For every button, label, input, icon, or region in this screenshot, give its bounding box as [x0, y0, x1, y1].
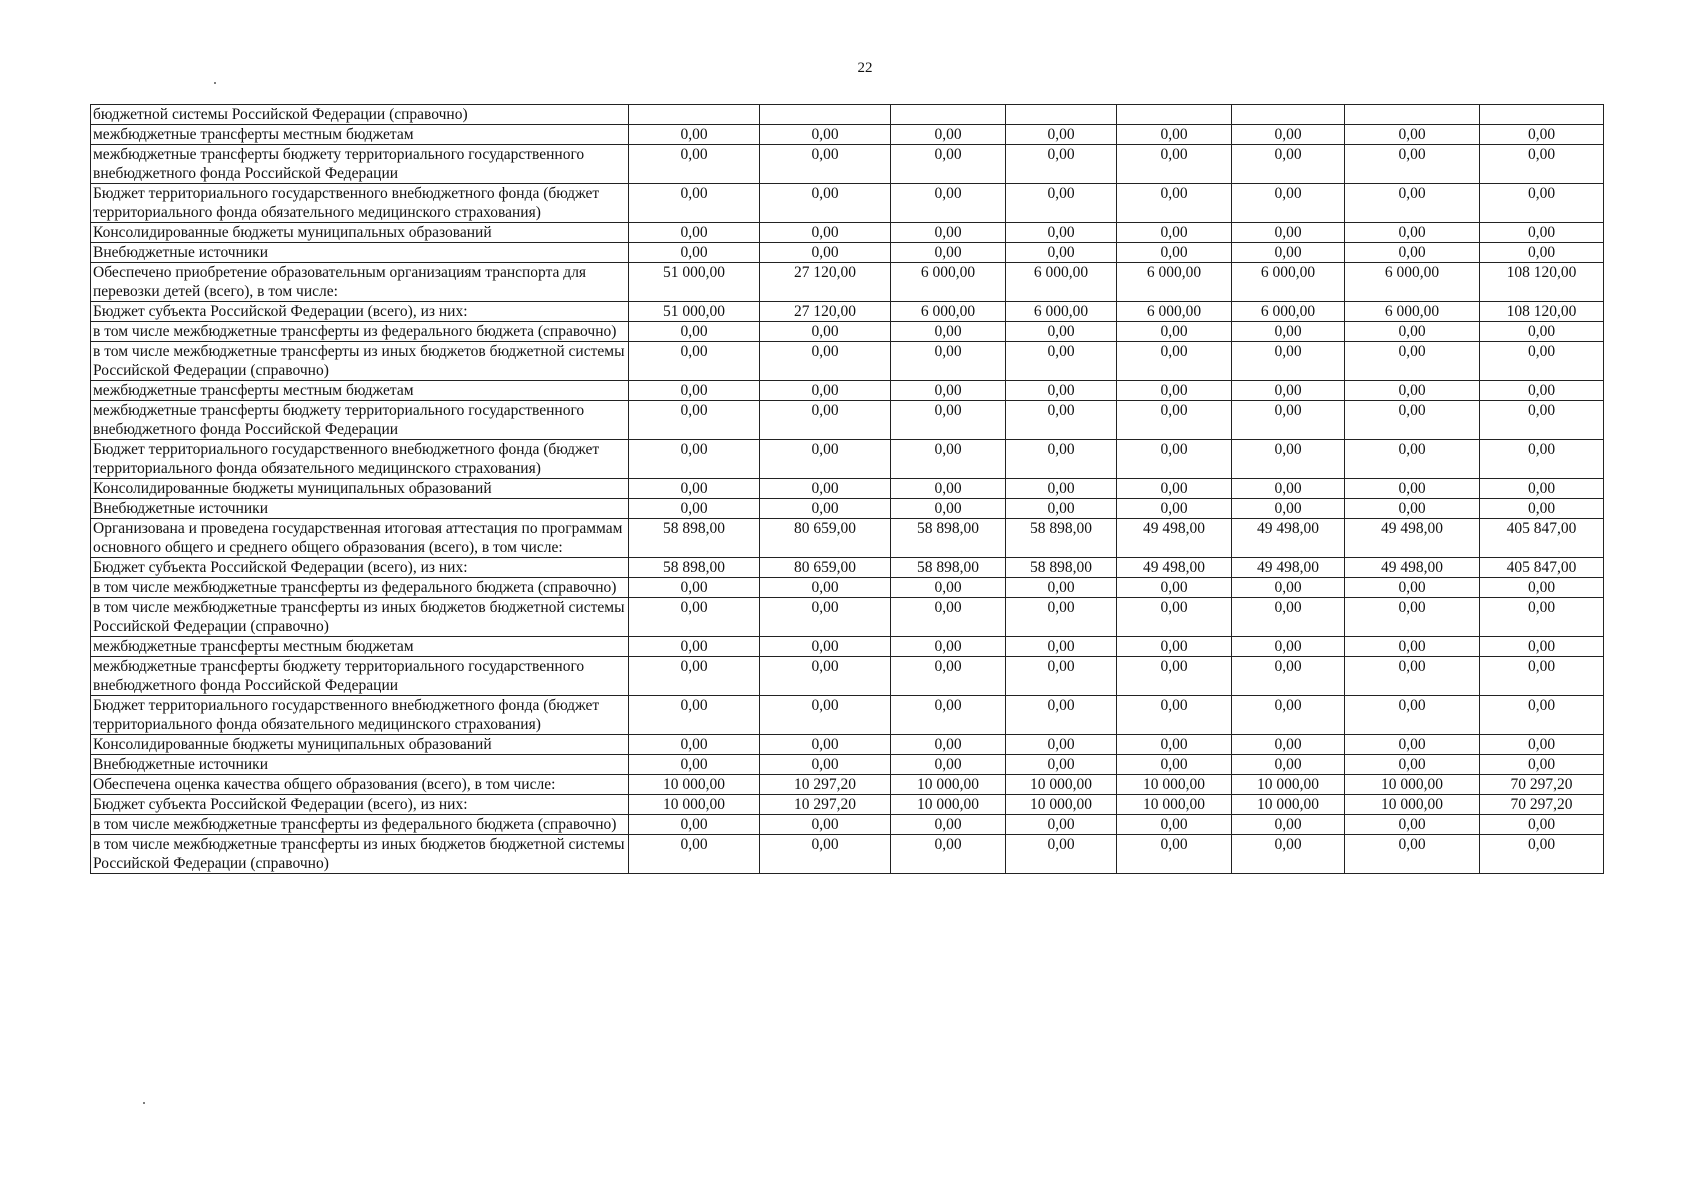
- value-cell: 0,00: [1480, 184, 1604, 223]
- value-cell: 49 498,00: [1345, 558, 1480, 578]
- value-cell: 0,00: [1117, 184, 1232, 223]
- value-cell: 6 000,00: [1345, 302, 1480, 322]
- table-row: [91, 322, 1604, 342]
- value-cell: 0,00: [1117, 499, 1232, 519]
- row-label: Консолидированные бюджеты муниципальных образований: [91, 223, 629, 243]
- value-cell: 0,00: [891, 479, 1006, 499]
- value-cell: 58 898,00: [891, 558, 1006, 578]
- value-cell: 0,00: [891, 637, 1006, 657]
- row-label: в том числе межбюджетные трансферты из федерального бюджета (справочно): [91, 578, 629, 598]
- value-cell: 0,00: [1006, 499, 1117, 519]
- value-cell: 0,00: [1345, 637, 1480, 657]
- row-label: Внебюджетные источники: [91, 755, 629, 775]
- table-row: [91, 125, 1604, 145]
- value-cell: 0,00: [1480, 637, 1604, 657]
- value-cell: 70 297,20: [1480, 795, 1604, 815]
- table-row: [91, 835, 1604, 874]
- value-cell: 0,00: [1232, 755, 1345, 775]
- value-cell: [1480, 105, 1604, 125]
- value-cell: 49 498,00: [1117, 558, 1232, 578]
- value-cell: 0,00: [891, 401, 1006, 440]
- value-cell: 0,00: [1117, 125, 1232, 145]
- value-cell: 0,00: [1006, 815, 1117, 835]
- table-row: [91, 657, 1604, 696]
- value-cell: [629, 105, 760, 125]
- value-cell: 0,00: [1480, 499, 1604, 519]
- row-label: бюджетной системы Российской Федерации (справочно): [91, 105, 629, 125]
- value-cell: 0,00: [891, 145, 1006, 184]
- value-cell: 0,00: [1480, 342, 1604, 381]
- table-row: [91, 775, 1604, 795]
- value-cell: 0,00: [1480, 440, 1604, 479]
- value-cell: 0,00: [629, 637, 760, 657]
- value-cell: 70 297,20: [1480, 775, 1604, 795]
- value-cell: 0,00: [1117, 696, 1232, 735]
- value-cell: 0,00: [1117, 479, 1232, 499]
- value-cell: 0,00: [629, 578, 760, 598]
- value-cell: 6 000,00: [1345, 263, 1480, 302]
- value-cell: 0,00: [629, 755, 760, 775]
- value-cell: 0,00: [629, 440, 760, 479]
- value-cell: 0,00: [891, 696, 1006, 735]
- value-cell: 0,00: [1232, 735, 1345, 755]
- value-cell: 0,00: [1006, 243, 1117, 263]
- value-cell: [1006, 105, 1117, 125]
- value-cell: 0,00: [1117, 381, 1232, 401]
- value-cell: 6 000,00: [891, 302, 1006, 322]
- value-cell: 0,00: [1345, 735, 1480, 755]
- value-cell: 0,00: [629, 696, 760, 735]
- value-cell: 0,00: [1117, 598, 1232, 637]
- value-cell: 58 898,00: [629, 558, 760, 578]
- page-number: 22: [857, 60, 873, 76]
- value-cell: 6 000,00: [891, 263, 1006, 302]
- value-cell: 10 000,00: [1006, 795, 1117, 815]
- value-cell: 0,00: [1480, 696, 1604, 735]
- row-label: Бюджет субъекта Российской Федерации (всего), из них:: [91, 558, 629, 578]
- row-label: Бюджет территориального государственного внебюджетного фонда (бюджет территориального фонда обязательного медицинского страхования): [91, 440, 629, 479]
- value-cell: 0,00: [1480, 735, 1604, 755]
- table-row: [91, 499, 1604, 519]
- value-cell: 0,00: [1117, 657, 1232, 696]
- value-cell: 0,00: [891, 125, 1006, 145]
- value-cell: 0,00: [1117, 835, 1232, 874]
- value-cell: 405 847,00: [1480, 519, 1604, 558]
- value-cell: 0,00: [1480, 815, 1604, 835]
- row-label: межбюджетные трансферты бюджету территориального государственного внебюджетного фонда Российской Федерации: [91, 657, 629, 696]
- value-cell: 49 498,00: [1232, 558, 1345, 578]
- table-row: [91, 696, 1604, 735]
- value-cell: 0,00: [1006, 184, 1117, 223]
- value-cell: 58 898,00: [629, 519, 760, 558]
- table-row: [91, 223, 1604, 243]
- row-label: Бюджет субъекта Российской Федерации (всего), из них:: [91, 302, 629, 322]
- row-label: Организована и проведена государственная итоговая аттестация по программам основного общего и среднего общего образования (всего), в том числе:: [91, 519, 629, 558]
- value-cell: 0,00: [891, 657, 1006, 696]
- value-cell: 0,00: [760, 637, 891, 657]
- value-cell: 0,00: [629, 835, 760, 874]
- value-cell: 0,00: [1117, 755, 1232, 775]
- value-cell: 0,00: [1117, 637, 1232, 657]
- value-cell: 49 498,00: [1232, 519, 1345, 558]
- row-label: Обеспечено приобретение образовательным организациям транспорта для перевозки детей (всего), в том числе:: [91, 263, 629, 302]
- value-cell: 0,00: [629, 322, 760, 342]
- value-cell: 0,00: [1006, 401, 1117, 440]
- value-cell: 0,00: [1345, 835, 1480, 874]
- value-cell: 6 000,00: [1232, 263, 1345, 302]
- value-cell: 0,00: [1117, 578, 1232, 598]
- value-cell: 0,00: [1232, 145, 1345, 184]
- table-row: [91, 598, 1604, 637]
- value-cell: 10 000,00: [1117, 775, 1232, 795]
- value-cell: 0,00: [891, 440, 1006, 479]
- value-cell: 0,00: [1006, 125, 1117, 145]
- value-cell: 58 898,00: [1006, 558, 1117, 578]
- value-cell: 0,00: [629, 479, 760, 499]
- row-label: Бюджет субъекта Российской Федерации (всего), из них:: [91, 795, 629, 815]
- value-cell: 0,00: [760, 322, 891, 342]
- table-row: [91, 342, 1604, 381]
- value-cell: 0,00: [1232, 835, 1345, 874]
- value-cell: 0,00: [891, 835, 1006, 874]
- table-row: [91, 401, 1604, 440]
- value-cell: 49 498,00: [1345, 519, 1480, 558]
- value-cell: 0,00: [760, 479, 891, 499]
- value-cell: 0,00: [1232, 815, 1345, 835]
- value-cell: 0,00: [1345, 401, 1480, 440]
- value-cell: 108 120,00: [1480, 263, 1604, 302]
- value-cell: 0,00: [760, 578, 891, 598]
- value-cell: 0,00: [760, 755, 891, 775]
- budget-table: [90, 104, 1604, 874]
- row-label: межбюджетные трансферты бюджету территориального государственного внебюджетного фонда Российской Федерации: [91, 401, 629, 440]
- value-cell: 10 297,20: [760, 775, 891, 795]
- value-cell: 0,00: [1345, 223, 1480, 243]
- value-cell: 58 898,00: [891, 519, 1006, 558]
- row-label: в том числе межбюджетные трансферты из федерального бюджета (справочно): [91, 322, 629, 342]
- value-cell: 80 659,00: [760, 558, 891, 578]
- value-cell: 0,00: [1232, 499, 1345, 519]
- value-cell: 0,00: [760, 184, 891, 223]
- value-cell: 0,00: [1006, 578, 1117, 598]
- value-cell: 0,00: [891, 499, 1006, 519]
- value-cell: 0,00: [1232, 322, 1345, 342]
- value-cell: 10 000,00: [1117, 795, 1232, 815]
- value-cell: 6 000,00: [1117, 263, 1232, 302]
- value-cell: 6 000,00: [1232, 302, 1345, 322]
- value-cell: 0,00: [1232, 125, 1345, 145]
- row-label: в том числе межбюджетные трансферты из иных бюджетов бюджетной системы Российской Федерации (справочно): [91, 598, 629, 637]
- value-cell: 0,00: [1480, 479, 1604, 499]
- value-cell: 0,00: [1232, 578, 1345, 598]
- value-cell: 0,00: [1232, 657, 1345, 696]
- value-cell: 0,00: [629, 223, 760, 243]
- value-cell: 0,00: [1345, 578, 1480, 598]
- value-cell: 27 120,00: [760, 263, 891, 302]
- value-cell: 0,00: [760, 401, 891, 440]
- value-cell: 0,00: [891, 381, 1006, 401]
- value-cell: 51 000,00: [629, 263, 760, 302]
- value-cell: 0,00: [1480, 381, 1604, 401]
- row-label: в том числе межбюджетные трансферты из иных бюджетов бюджетной системы Российской Федерации (справочно): [91, 342, 629, 381]
- table-row: [91, 735, 1604, 755]
- value-cell: 0,00: [1232, 598, 1345, 637]
- value-cell: 0,00: [760, 835, 891, 874]
- value-cell: 0,00: [1006, 322, 1117, 342]
- value-cell: 10 000,00: [891, 795, 1006, 815]
- table-row: [91, 184, 1604, 223]
- row-label: Консолидированные бюджеты муниципальных образований: [91, 735, 629, 755]
- value-cell: 6 000,00: [1117, 302, 1232, 322]
- value-cell: [1232, 105, 1345, 125]
- value-cell: 0,00: [1345, 145, 1480, 184]
- value-cell: 0,00: [891, 598, 1006, 637]
- value-cell: 0,00: [1117, 342, 1232, 381]
- value-cell: 0,00: [1345, 440, 1480, 479]
- value-cell: 0,00: [760, 381, 891, 401]
- value-cell: 0,00: [1232, 637, 1345, 657]
- value-cell: 0,00: [1480, 578, 1604, 598]
- value-cell: 0,00: [891, 184, 1006, 223]
- value-cell: 10 000,00: [629, 775, 760, 795]
- value-cell: 10 000,00: [1345, 775, 1480, 795]
- scan-speck: [143, 1102, 145, 1104]
- value-cell: 0,00: [1480, 598, 1604, 637]
- row-label: межбюджетные трансферты бюджету территориального государственного внебюджетного фонда Российской Федерации: [91, 145, 629, 184]
- value-cell: 0,00: [629, 598, 760, 637]
- value-cell: 0,00: [1480, 835, 1604, 874]
- value-cell: 0,00: [1117, 401, 1232, 440]
- row-label: межбюджетные трансферты местным бюджетам: [91, 381, 629, 401]
- value-cell: 0,00: [1006, 145, 1117, 184]
- value-cell: 108 120,00: [1480, 302, 1604, 322]
- value-cell: 0,00: [1006, 755, 1117, 775]
- row-label: межбюджетные трансферты местным бюджетам: [91, 125, 629, 145]
- value-cell: 0,00: [629, 145, 760, 184]
- table-row: [91, 440, 1604, 479]
- value-cell: 0,00: [1345, 499, 1480, 519]
- value-cell: [760, 105, 891, 125]
- value-cell: 0,00: [1117, 440, 1232, 479]
- value-cell: 0,00: [891, 342, 1006, 381]
- row-label: Бюджет территориального государственного внебюджетного фонда (бюджет территориального фонда обязательного медицинского страхования): [91, 184, 629, 223]
- table-row: [91, 243, 1604, 263]
- value-cell: 80 659,00: [760, 519, 891, 558]
- value-cell: 10 000,00: [1232, 795, 1345, 815]
- value-cell: 0,00: [1480, 657, 1604, 696]
- value-cell: 0,00: [760, 657, 891, 696]
- value-cell: 0,00: [629, 243, 760, 263]
- table-row: [91, 795, 1604, 815]
- value-cell: 0,00: [1480, 401, 1604, 440]
- value-cell: 0,00: [1006, 696, 1117, 735]
- value-cell: 0,00: [760, 815, 891, 835]
- value-cell: 0,00: [1345, 184, 1480, 223]
- value-cell: 0,00: [891, 755, 1006, 775]
- value-cell: 0,00: [1006, 835, 1117, 874]
- value-cell: 0,00: [1345, 755, 1480, 775]
- value-cell: 0,00: [760, 243, 891, 263]
- table-row: [91, 519, 1604, 558]
- value-cell: 0,00: [1117, 145, 1232, 184]
- value-cell: 0,00: [760, 499, 891, 519]
- value-cell: 10 000,00: [629, 795, 760, 815]
- table-row: [91, 302, 1604, 322]
- table-row: [91, 815, 1604, 835]
- value-cell: 0,00: [1006, 657, 1117, 696]
- value-cell: 0,00: [891, 578, 1006, 598]
- value-cell: 0,00: [1232, 440, 1345, 479]
- value-cell: 0,00: [760, 696, 891, 735]
- value-cell: 6 000,00: [1006, 302, 1117, 322]
- row-label: Внебюджетные источники: [91, 499, 629, 519]
- value-cell: [1345, 105, 1480, 125]
- value-cell: 0,00: [1006, 598, 1117, 637]
- value-cell: 0,00: [1232, 184, 1345, 223]
- value-cell: 0,00: [629, 184, 760, 223]
- value-cell: 10 000,00: [1006, 775, 1117, 795]
- value-cell: 58 898,00: [1006, 519, 1117, 558]
- value-cell: 0,00: [1480, 243, 1604, 263]
- value-cell: 0,00: [760, 598, 891, 637]
- value-cell: 0,00: [1345, 342, 1480, 381]
- value-cell: 10 000,00: [891, 775, 1006, 795]
- value-cell: 0,00: [760, 342, 891, 381]
- value-cell: 0,00: [629, 342, 760, 381]
- value-cell: 0,00: [1117, 223, 1232, 243]
- row-label: в том числе межбюджетные трансферты из иных бюджетов бюджетной системы Российской Федерации (справочно): [91, 835, 629, 874]
- table-row: [91, 578, 1604, 598]
- value-cell: 0,00: [1345, 322, 1480, 342]
- value-cell: 405 847,00: [1480, 558, 1604, 578]
- value-cell: 0,00: [1006, 479, 1117, 499]
- value-cell: 51 000,00: [629, 302, 760, 322]
- scan-speck: [214, 82, 216, 84]
- value-cell: 0,00: [1480, 755, 1604, 775]
- value-cell: 0,00: [760, 440, 891, 479]
- value-cell: 0,00: [1345, 815, 1480, 835]
- row-label: Внебюджетные источники: [91, 243, 629, 263]
- row-label: Консолидированные бюджеты муниципальных образований: [91, 479, 629, 499]
- value-cell: 0,00: [1232, 479, 1345, 499]
- value-cell: 49 498,00: [1117, 519, 1232, 558]
- value-cell: 0,00: [1345, 125, 1480, 145]
- value-cell: 0,00: [760, 125, 891, 145]
- value-cell: 0,00: [629, 499, 760, 519]
- table-row: [91, 105, 1604, 125]
- value-cell: 0,00: [891, 243, 1006, 263]
- row-label: Бюджет территориального государственного внебюджетного фонда (бюджет территориального фонда обязательного медицинского страхования): [91, 696, 629, 735]
- value-cell: 0,00: [1345, 598, 1480, 637]
- value-cell: 0,00: [1006, 381, 1117, 401]
- value-cell: 6 000,00: [1006, 263, 1117, 302]
- value-cell: 10 000,00: [1232, 775, 1345, 795]
- value-cell: 0,00: [1480, 125, 1604, 145]
- table-row: [91, 263, 1604, 302]
- value-cell: 0,00: [1117, 243, 1232, 263]
- value-cell: 0,00: [891, 815, 1006, 835]
- value-cell: 0,00: [1480, 145, 1604, 184]
- value-cell: 0,00: [1232, 381, 1345, 401]
- row-label: Обеспечена оценка качества общего образования (всего), в том числе:: [91, 775, 629, 795]
- value-cell: 0,00: [629, 381, 760, 401]
- value-cell: 0,00: [629, 401, 760, 440]
- value-cell: 0,00: [1117, 735, 1232, 755]
- table-row: [91, 381, 1604, 401]
- value-cell: 0,00: [760, 145, 891, 184]
- value-cell: 0,00: [1345, 696, 1480, 735]
- value-cell: 0,00: [1006, 342, 1117, 381]
- value-cell: 0,00: [1006, 637, 1117, 657]
- table-body: [91, 105, 1604, 874]
- value-cell: 0,00: [1232, 696, 1345, 735]
- value-cell: 27 120,00: [760, 302, 891, 322]
- value-cell: 0,00: [629, 815, 760, 835]
- value-cell: [1117, 105, 1232, 125]
- value-cell: 0,00: [629, 657, 760, 696]
- value-cell: 0,00: [629, 125, 760, 145]
- value-cell: 0,00: [891, 735, 1006, 755]
- table-row: [91, 479, 1604, 499]
- value-cell: 0,00: [1345, 657, 1480, 696]
- value-cell: 0,00: [1117, 322, 1232, 342]
- value-cell: 0,00: [891, 223, 1006, 243]
- table-row: [91, 755, 1604, 775]
- value-cell: 0,00: [1006, 735, 1117, 755]
- value-cell: 0,00: [1345, 381, 1480, 401]
- value-cell: 0,00: [1232, 342, 1345, 381]
- value-cell: 0,00: [1006, 223, 1117, 243]
- value-cell: 0,00: [1480, 322, 1604, 342]
- value-cell: 0,00: [1232, 243, 1345, 263]
- row-label: в том числе межбюджетные трансферты из федерального бюджета (справочно): [91, 815, 629, 835]
- value-cell: 0,00: [1117, 815, 1232, 835]
- value-cell: 0,00: [1345, 243, 1480, 263]
- row-label: межбюджетные трансферты местным бюджетам: [91, 637, 629, 657]
- value-cell: 0,00: [760, 223, 891, 243]
- table-row: [91, 558, 1604, 578]
- value-cell: 0,00: [760, 735, 891, 755]
- value-cell: 0,00: [1480, 223, 1604, 243]
- value-cell: 0,00: [629, 735, 760, 755]
- table-row: [91, 145, 1604, 184]
- value-cell: 0,00: [1006, 440, 1117, 479]
- value-cell: 10 000,00: [1345, 795, 1480, 815]
- value-cell: [891, 105, 1006, 125]
- value-cell: 10 297,20: [760, 795, 891, 815]
- value-cell: 0,00: [1345, 479, 1480, 499]
- value-cell: 0,00: [1232, 401, 1345, 440]
- value-cell: 0,00: [1232, 223, 1345, 243]
- table-row: [91, 637, 1604, 657]
- value-cell: 0,00: [891, 322, 1006, 342]
